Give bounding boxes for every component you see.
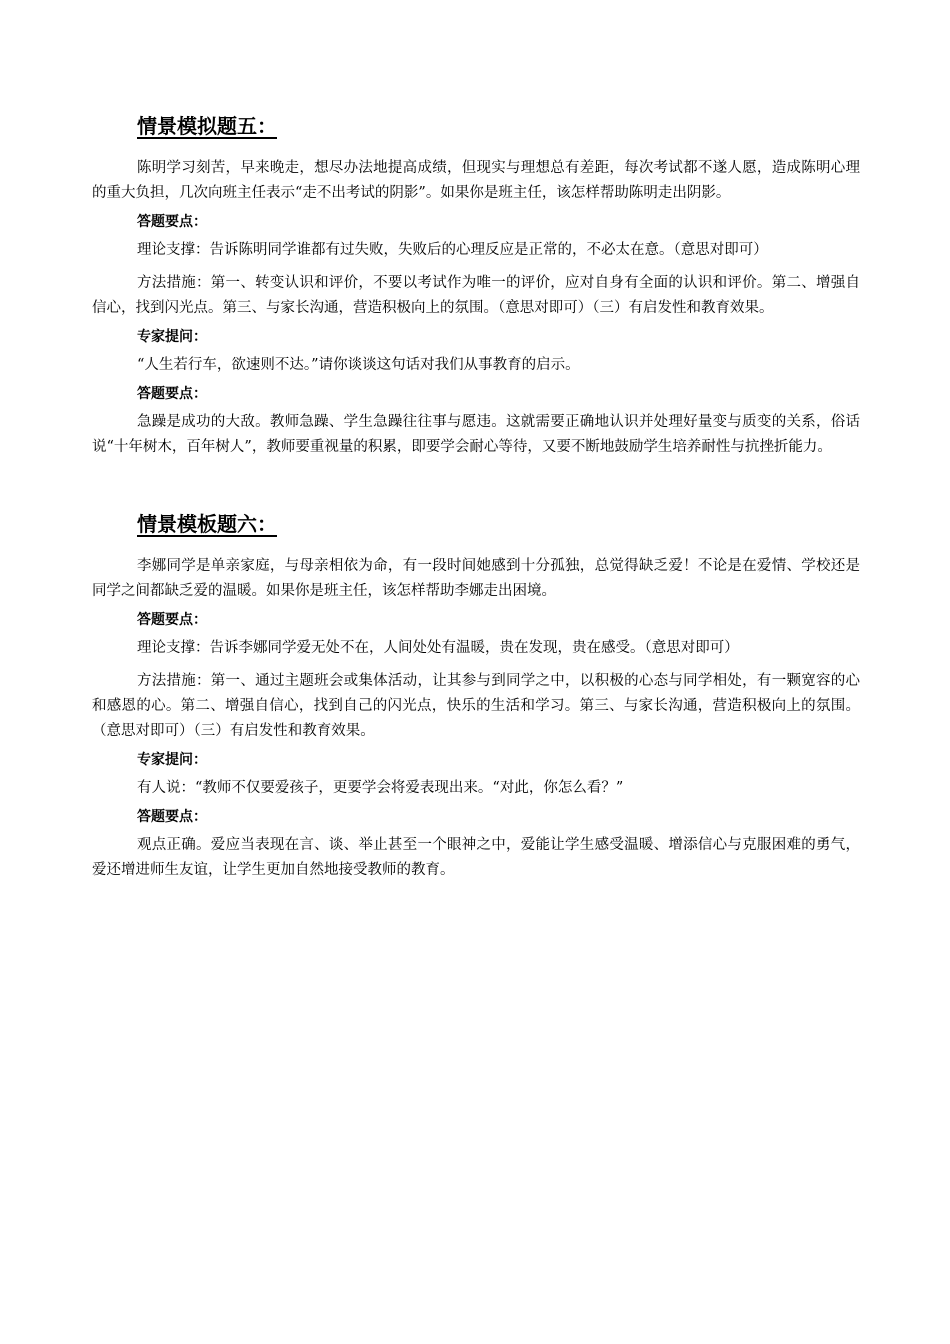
section-5 — [92, 112, 860, 460]
section-title: 情景模板题六： — [137, 512, 277, 536]
scenario-paragraph: 李娜同学是单亲家庭，与母亲相依为命，有一段时间她感到十分孤独，总觉得缺乏爱！不论是在爱情、学校还是同学之间都缺乏爱的温暖。如果你是班主任，该怎样帮助李娜走出困境。 — [92, 558, 860, 599]
expert-question: “人生若行车，欲速则不达。”请你谈谈这句话对我们从事教育的启示。 — [137, 357, 580, 373]
answer-label: 答题要点： — [137, 612, 207, 628]
expert-label: 专家提问： — [137, 752, 207, 768]
answer-label: 答题要点： — [137, 214, 207, 230]
theory-paragraph: 理论支撑：告诉陈明同学谁都有过失败，失败后的心理反应是正常的，不必太在意。（意思对即可） — [137, 242, 768, 258]
document-content — [92, 112, 860, 883]
methods-paragraph: 方法措施：第一、转变认识和评价，不要以考试作为唯一的评价，应对自身有全面的认识和评价。第二、增强自信心，找到闪光点。第三、与家长沟通，营造积极向上的氛围。（意思对即可）（三）有启发性和教育效果。 — [92, 275, 860, 316]
answer-label: 答题要点： — [137, 809, 207, 825]
methods-paragraph: 方法措施：第一、通过主题班会或集体活动，让其参与到同学之中，以积极的心态与同学相处，有一颗宽容的心和感恩的心。第二、增强自信心，找到自己的闪光点，快乐的生活和学习。第三、与家长沟通，营造积极向上的氛围。（意思对即可）（三）有启发性和教育效果。 — [92, 673, 860, 739]
expert-question: 有人说：“教师不仅要爱孩子，更要学会将爱表现出来。“对此，你怎么看？” — [137, 780, 624, 796]
answer-label: 答题要点： — [137, 386, 207, 402]
answer-paragraph: 观点正确。爱应当表现在言、谈、举止甚至一个眼神之中，爱能让学生感受温暖、增添信心与克服困难的勇气，爱还增进师生友谊，让学生更加自然地接受教师的教育。 — [92, 837, 860, 878]
scenario-paragraph: 陈明学习刻苦，早来晚走，想尽办法地提高成绩，但现实与理想总有差距，每次考试都不遂人愿，造成陈明心理的重大负担，几次向班主任表示“走不出考试的阴影”。如果你是班主任，该怎样帮助陈明走出阴影。 — [92, 160, 860, 201]
section-title: 情景模拟题五： — [137, 114, 277, 138]
theory-paragraph: 理论支撑：告诉李娜同学爱无处不在，人间处处有温暖，贵在发现，贵在感受。（意思对即可） — [137, 640, 739, 656]
answer-paragraph: 急躁是成功的大敌。教师急躁、学生急躁往往事与愿违。这就需要正确地认识并处理好量变与质变的关系，俗话说“十年树木，百年树人”，教师要重视量的积累，即要学会耐心等待，又要不断地鼓励学生培养耐性与抗挫折能力。 — [92, 414, 860, 455]
section-6 — [92, 510, 860, 883]
expert-label: 专家提问： — [137, 329, 207, 345]
